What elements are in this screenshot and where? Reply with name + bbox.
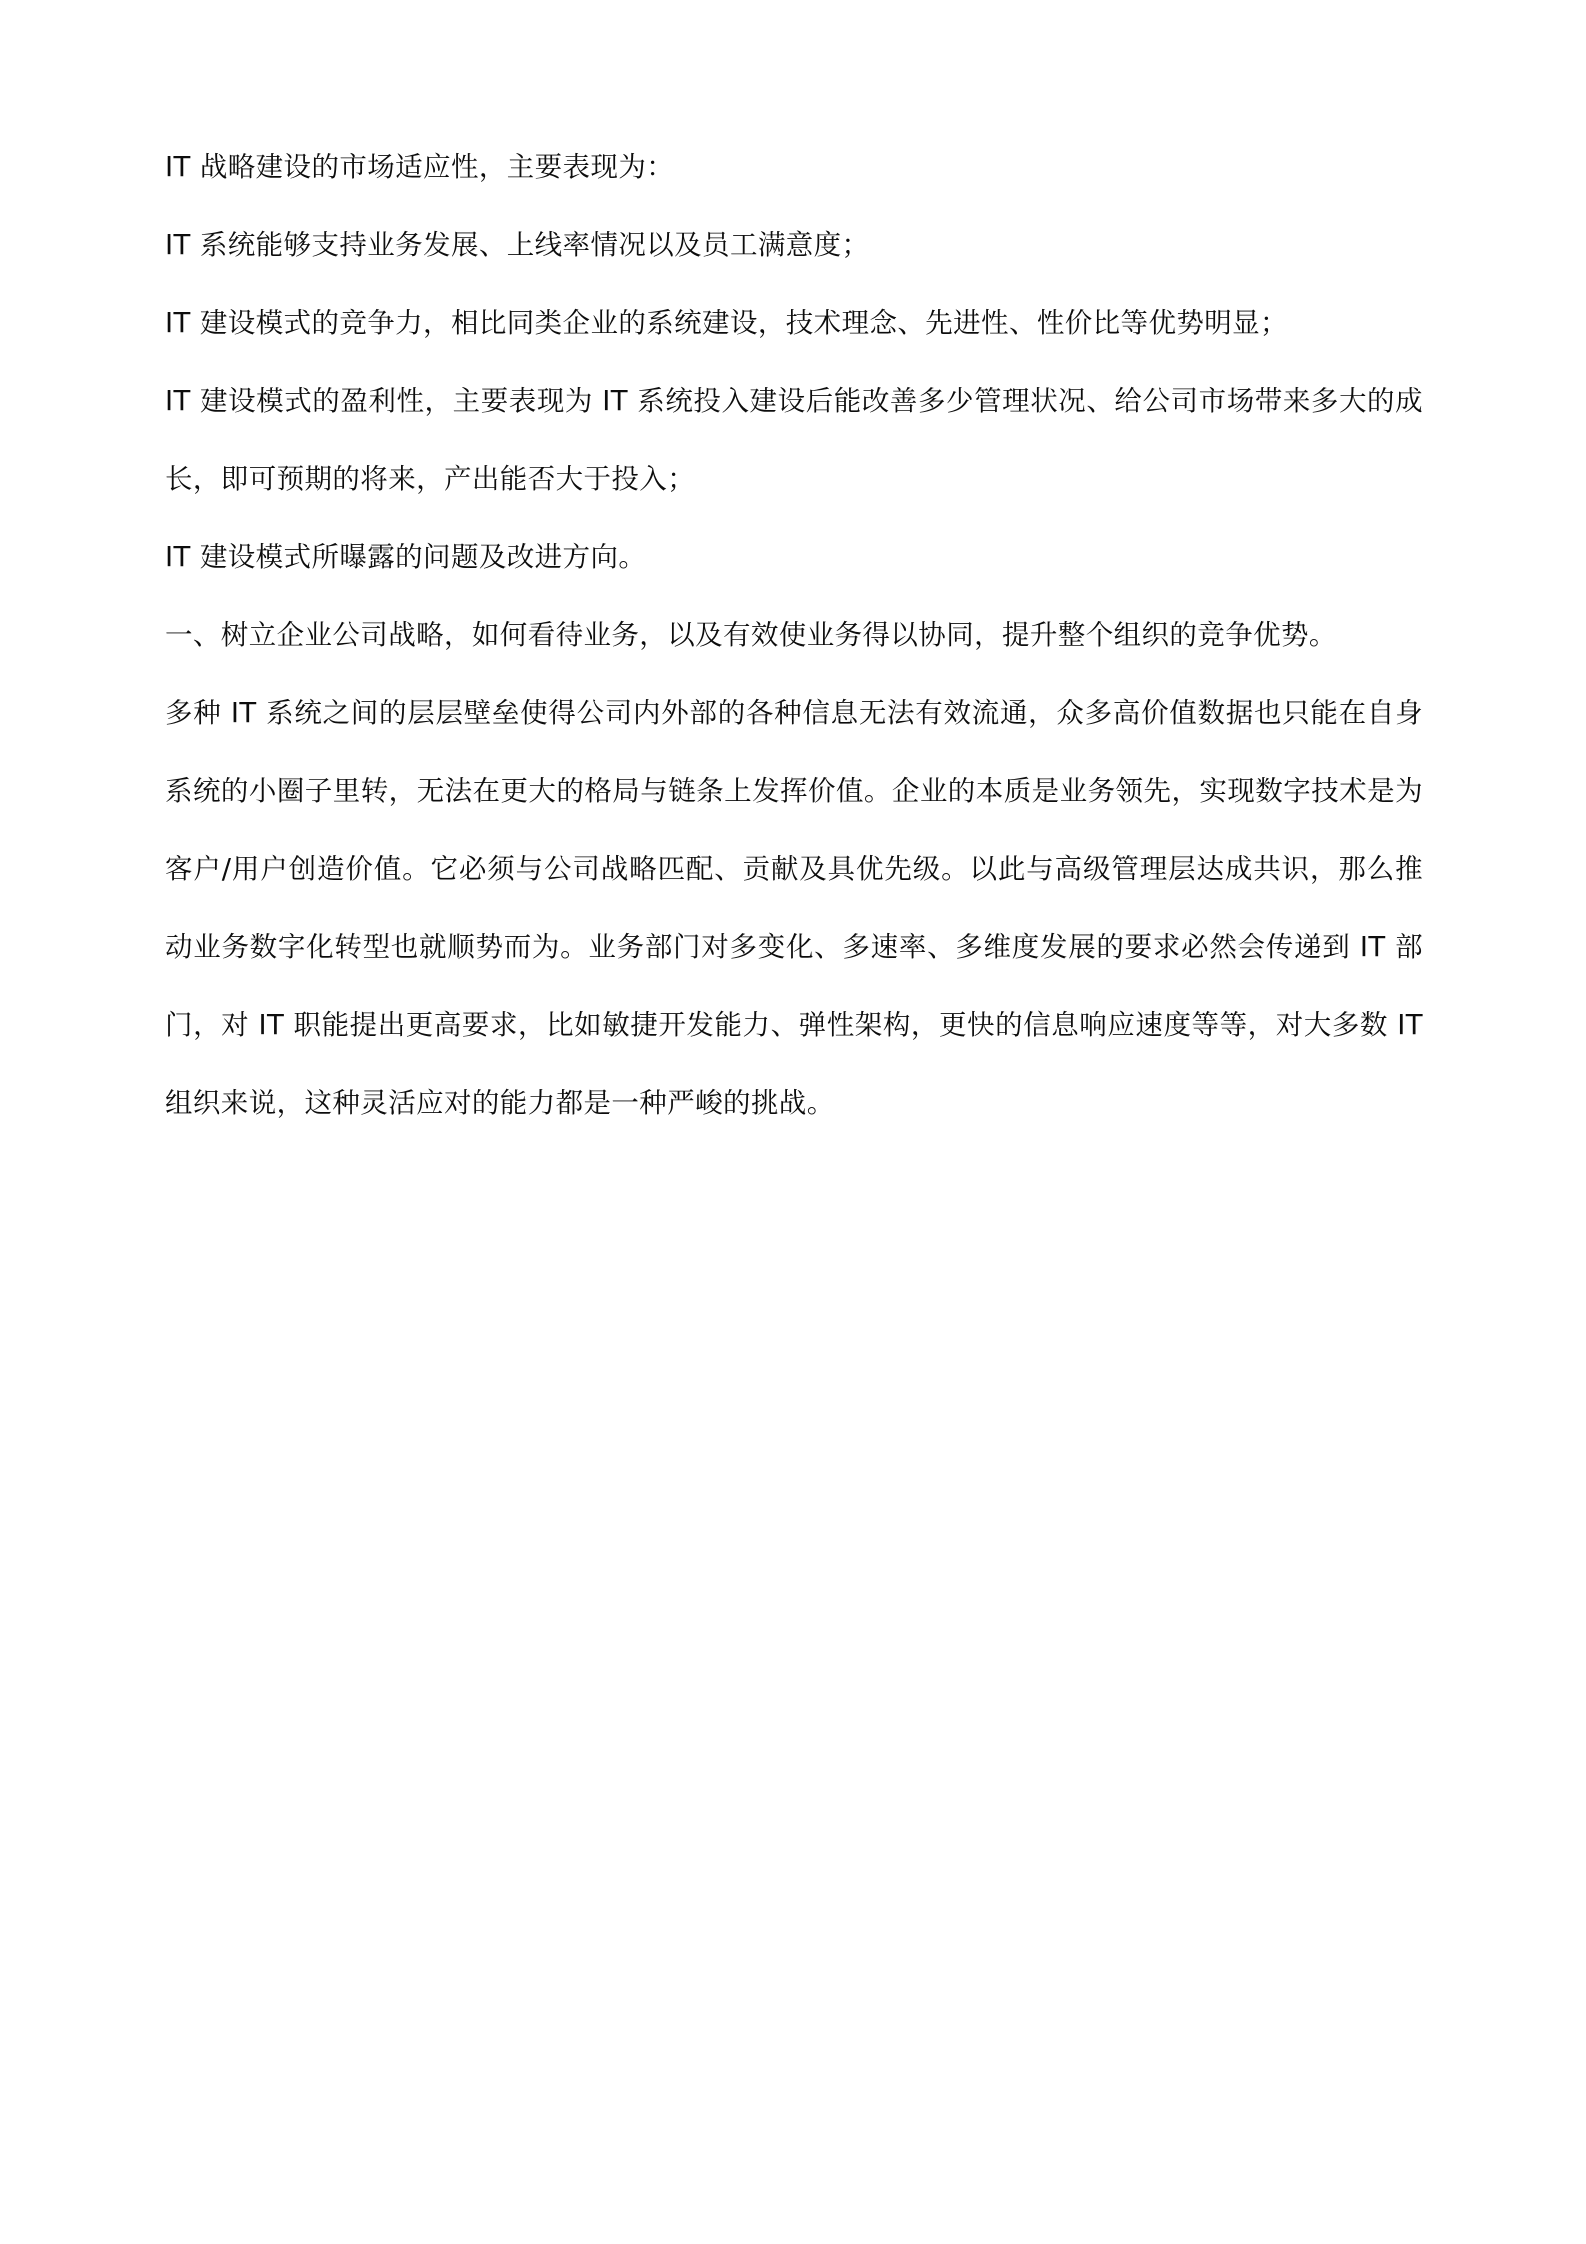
paragraph-exposed-problems: IT 建设模式所曝露的问题及改进方向。 xyxy=(165,541,647,573)
paragraph-system-support: IT 系统能够支持业务发展、上线率情况以及员工满意度； xyxy=(165,229,870,261)
paragraph-profitability: IT 建设模式的盈利性，主要表现为 IT 系统投入建设后能改善多少管理状况、给公司市场带来多大的成长，即可预期的将来，产出能否大于投入； xyxy=(165,385,1423,495)
paragraph-market-adaptability-intro: IT 战略建设的市场适应性，主要表现为： xyxy=(165,151,675,183)
paragraph-competitiveness: IT 建设模式的竞争力，相比同类企业的系统建设，技术理念、先进性、性价比等优势明显； xyxy=(165,307,1288,339)
paragraph-it-silos-body: 多种 IT 系统之间的层层壁垒使得公司内外部的各种信息无法有效流通，众多高价值数据也只能在自身系统的小圈子里转，无法在更大的格局与链条上发挥价值。企业的本质是业务领先，实现数字技术是为客户/用户创造价值。它必须与公司战略匹配、贡献及具优先级。以此与高级管理层达成共识，那么推动业务数字化转型也就顺势而为。业务部门对多变化、多速率、多维度发展的要求必然会传递到 IT 部门，对 IT 职能提出更高要求，比如敏捷开发能力、弹性架构，更快的信息响应速度等等，对大多数 IT 组织来说，这种灵活应对的能力都是一种严峻的挑战。 xyxy=(165,697,1423,1119)
document-body xyxy=(165,128,1423,1142)
paragraph-section-one-heading: 一、树立企业公司战略，如何看待业务，以及有效使业务得以协同，提升整个组织的竞争优势。 xyxy=(165,619,1337,651)
